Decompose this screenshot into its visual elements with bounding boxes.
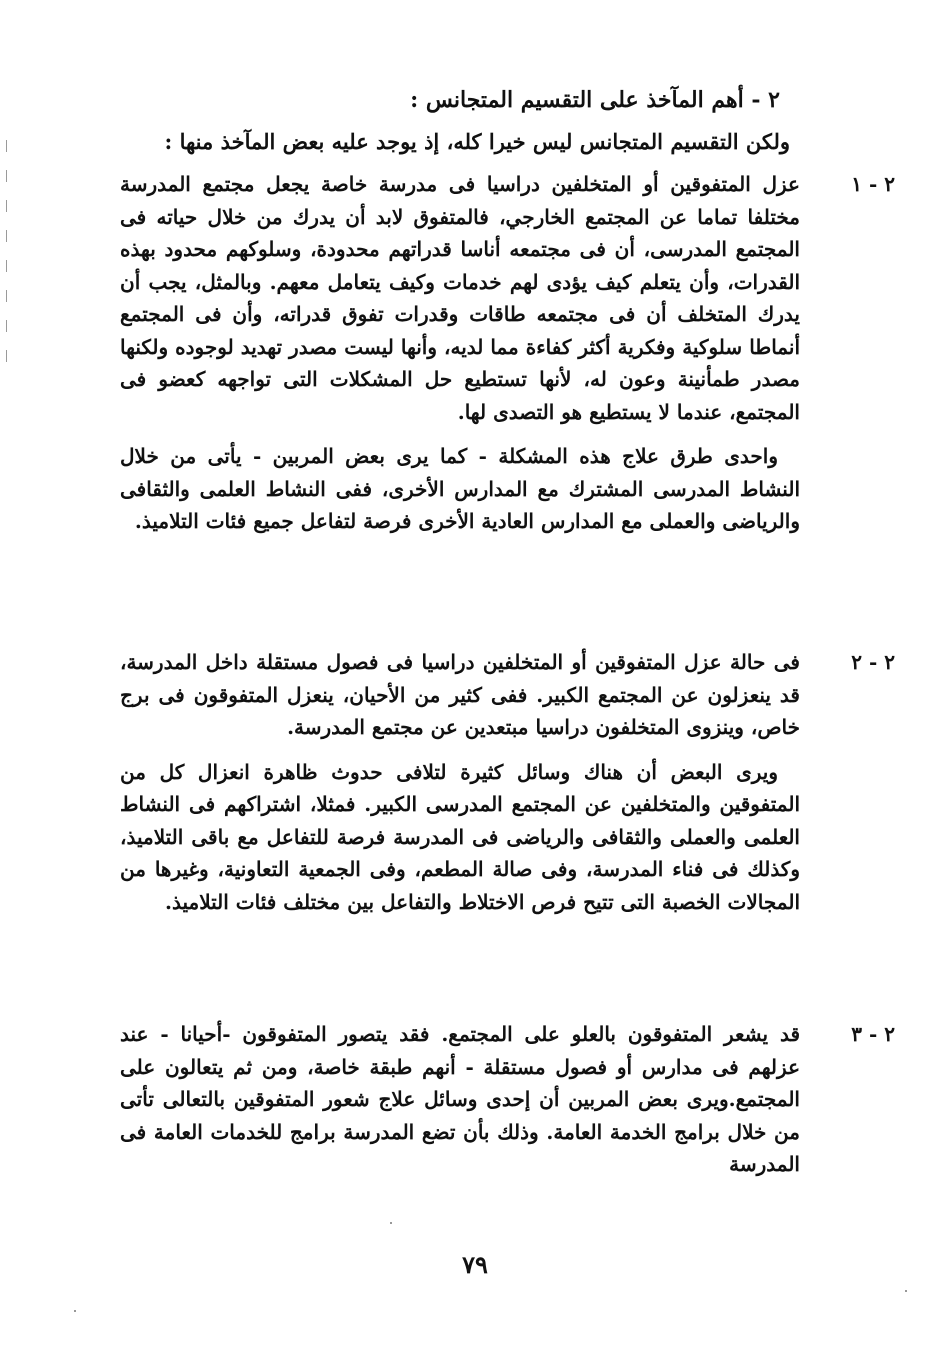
section-heading: ٢ - أهم المآخذ على التقسيم المتجانس : — [410, 87, 780, 113]
list-item — [120, 646, 895, 918]
item-number: ٢ - ٣ — [851, 1022, 895, 1046]
page-number: ٧٩ — [462, 1250, 488, 1279]
margin-tick — [6, 140, 7, 152]
margin-tick — [6, 200, 7, 212]
margin-tick — [6, 350, 7, 362]
section-intro: ولكن التقسيم المتجانس ليس خيرا كله، إذ يوجد عليه بعض المآخذ منها : — [164, 129, 790, 154]
item-text: فى حالة عزل المتفوقين أو المتخلفين دراسيا فى فصول مستقلة داخل المدرسة، قد ينعزلون عن المجتمع الكبير. ففى كثير من الأحيان، ينعزل المتفوقون فى برج خاص، وينزوى المتخلفون دراسيا مبتعدين عن مجتمع المدرسة. — [120, 650, 800, 739]
margin-tick — [6, 260, 7, 272]
item-followup: ويرى البعض أن هناك وسائل كثيرة لتلافى حدوث ظاهرة انعزال كل من المتفوقين والمتخلفين عن المجتمع المدرسى الكبير. فمثلا، اشتراكهم فى النشاط العلمى والعملى والثقافى والرياضى فى المدرسة فرصة للتفاعل مع باقى التلاميذ، وكذلك فى فناء المدرسة، وفى صالة المطعم، وفى الجمعية التعاونية، وغيرها من المجالات الخصبة التى تتيح فرص الاختلاط والتفاعل بين مختلف فئات التلاميذ. — [120, 759, 800, 914]
margin-tick — [6, 290, 7, 302]
margin-tick — [6, 170, 7, 182]
left-margin-marks — [6, 140, 8, 390]
item-followup: واحدى طرق علاج هذه المشكلة - كما يرى بعض المربين - يأتى من خلال النشاط المدرسى المشترك مع المدارس الأخرى، ففى النشاط العلمى والثقافى والرياضى والعملى مع المدارس العادية الأخرى فرصة لتفاعل جميع فئات التلاميذ. — [120, 444, 800, 533]
list-item — [120, 168, 895, 538]
item-number: ٢ - ٢ — [851, 650, 895, 674]
item-text: عزل المتفوقين أو المتخلفين دراسيا فى مدرسة خاصة يجعل مجتمع المدرسة مختلفا تماما عن المجتمع الخارجي، فالمتفوق لابد أن يدرك من خلال حياته فى المجتمع المدرسى، أن فى مجتمعه أناسا قدراتهم محدودة، وسلوكهم محدود بهذه القدرات، وأن يتعلم كيف يؤدى لهم خدمات وكيف يتعامل معهم. وبالمثل، يجب أن يدرك المتخلف أن فى مجتمعه طاقات وقدرات تفوق قدراته، وأن فى المجتمع أنماطا سلوكية وفكرية أكثر كفاءة مما لديه، وأنها ليست مصدر تهديد لوجوده ولكنها مصدر طمأنينة وعون له، لأنها تستطيع حل المشكلات التى تواجهه كعضو فى المجتمع، عندما لا يستطيع هو التصدى لها. — [120, 172, 800, 424]
scan-speck — [905, 1290, 907, 1292]
item-text: قد يشعر المتفوقون بالعلو على المجتمع. فقد يتصور المتفوقون -أحيانا - عند عزلهم فى مدارس أو فصول مستقلة - أنهم طبقة خاصة، ومن ثم يتعالون على المجتمع.ويرى بعض المربين أن إحدى وسائل علاج شعور المتفوقين بالتعالى تأتى من خلال برامج الخدمة العامة. وذلك بأن تضع المدرسة برامج للخدمات العامة فى المدرسة — [120, 1022, 801, 1176]
scan-speck — [390, 1222, 392, 1224]
scan-speck — [74, 1310, 76, 1312]
item-number: ٢ - ١ — [851, 172, 895, 196]
margin-tick — [6, 230, 7, 242]
margin-tick — [6, 320, 7, 332]
list-item — [120, 1018, 895, 1181]
